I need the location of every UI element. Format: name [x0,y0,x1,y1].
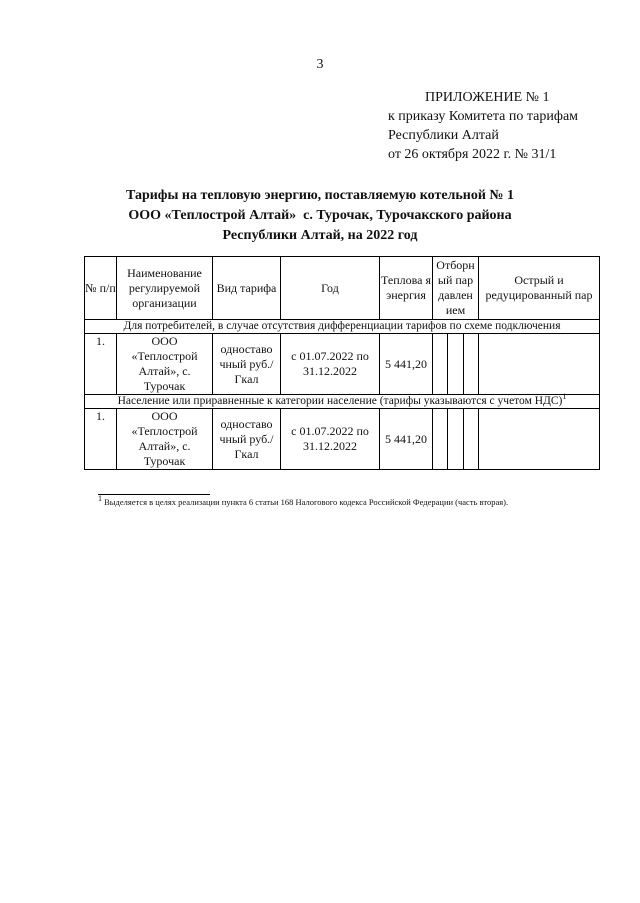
cell-period: с 01.07.2022 по 31.12.2022 [281,334,380,395]
sub-cell [448,334,463,394]
cell-sharp-steam [479,409,600,470]
footnote-mark: 1 [562,392,567,402]
cell-extracted-steam [433,334,479,395]
footnote-divider [98,494,210,495]
header-thermal-energy: Теплова я энергия [380,257,433,320]
appendix-line-3: от 26 октября 2022 г. № 31/1 [388,147,557,162]
cell-number: 1. [85,334,117,395]
sub-cell [448,409,463,469]
header-tariff-type: Вид тарифа [213,257,281,320]
cell-number: 1. [85,409,117,470]
footnote-number: 1 [98,494,102,504]
appendix-line-1: к приказу Комитета по тарифам [388,109,579,124]
tariff-table [84,256,600,470]
table-row [85,409,600,470]
header-number: № п/п [85,257,117,320]
header-year: Год [281,257,380,320]
appendix-block [388,88,578,164]
group-label: Население или приравненные к категории население (тарифы указываются с учетом НДС)$^1$ [85,395,600,409]
cell-organization: ООО «Теплострой Алтай», с. Турочак [117,409,213,470]
group-label: Для потребителей, в случае отсутствия дифференциации тарифов по схеме подключения [85,320,600,334]
cell-tariff-type: одноставо чный руб./Гкал [213,409,281,470]
cell-value: 5 441,20 [380,334,433,395]
page-number: 3 [316,57,324,72]
header-organization: Наименование регулируемой организации [117,257,213,320]
sub-cell [464,334,478,394]
table-header-row [85,257,600,320]
cell-split [433,334,478,394]
cell-extracted-steam [433,409,479,470]
header-extracted-steam: Отборн ый пар давлен ием [433,257,479,320]
footnote [98,494,509,507]
cell-organization: ООО «Теплострой Алтай», с. Турочак [117,334,213,395]
title-line-1: Тарифы на тепловую энергию, поставляемую котельной № 1 [125,188,515,203]
footnote-text: Выделяется в целях реализации пункта 6 статьи 168 Налогового кодекса Российской Федерации (часть вторая). [102,497,509,507]
cell-value: 5 441,20 [380,409,433,470]
cell-split [433,409,478,469]
appendix-line-2: Республики Алтай [388,128,499,143]
title-line-2: ООО «Теплострой Алтай» с. Турочак, Турочакского района [128,208,512,223]
group-row [85,395,600,409]
document-title [0,186,640,246]
cell-period: с 01.07.2022 по 31.12.2022 [281,409,380,470]
cell-sharp-steam [479,334,600,395]
group-row [85,320,600,334]
sub-cell [433,334,448,394]
appendix-title: ПРИЛОЖЕНИЕ № 1 [425,90,550,105]
sub-cell [464,409,478,469]
header-sharp-steam: Острый и редуцированный пар [479,257,600,320]
sub-cell [433,409,448,469]
cell-tariff-type: одноставо чный руб./Гкал [213,334,281,395]
title-line-3: Республики Алтай, на 2022 год [222,228,418,243]
table-row [85,334,600,395]
